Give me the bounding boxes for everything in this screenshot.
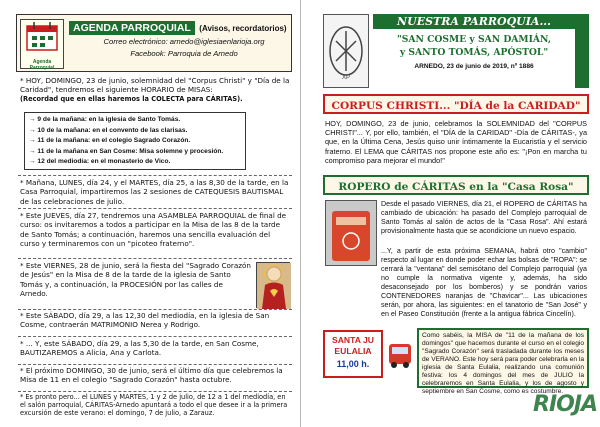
clothes-container-icon xyxy=(326,201,376,265)
agenda-item-matrimonio: * Este SÁBADO, día 29, a las 12,30 del mediodía, en la iglesia de San Cosme, contraerán MATRIMONIO Nerea y Rodrigo. xyxy=(20,311,270,330)
badge-line1: SANTA JU xyxy=(331,335,374,345)
masthead-date: ARNEDO, 23 de junio de 2019, nº 1886 xyxy=(414,63,534,70)
masthead xyxy=(373,14,575,88)
ropero-section-title-box xyxy=(323,175,589,195)
corpus-section-body: HOY, DOMINGO, 23 de junio, celebramos la SOLEMNIDAD del "CORPUS CHRISTI"... Y, por ello, también, el "DÍA de la CARIDAD" -Día de CÁRITAS-, ya que, en la Última Cena, Jesús quiso unir íntimamente la Eucaristía y el servicio fraterno. El LEMA que CÁRITAS nos propone este año es: "¡Pon en marcha tu compromiso para mejorar el mundo!" xyxy=(325,119,587,165)
divider xyxy=(18,258,292,259)
agenda-header xyxy=(16,14,292,72)
mass-time-item: → 11 de la mañana en San Cosme: Misa solemne y procesión. xyxy=(29,147,224,155)
ropero-image xyxy=(325,200,377,266)
watermark-text: RIOJA xyxy=(533,392,598,417)
verano-misa-box: Como sabéis, la MISA de "11 de la mañana de los domingos" que hacemos durante el curso en el colegio "Sagrado Corazón" será trasladada durante los meses de VERANO. Este hoy será para poder celebrarla en la iglesia de Santa Eulalia, realizando una comunión festiva: los 4 domingos del mes de JULIO la celebraremos en Santa Eulalia, y los de agosto y septiembre en San Cosme, como es costumbre. xyxy=(417,328,589,388)
sacred-heart-image xyxy=(256,262,290,308)
divider xyxy=(18,364,292,365)
santa-eulalia-badge xyxy=(323,330,383,378)
bus-image xyxy=(387,330,413,378)
calendar-icon xyxy=(21,20,63,54)
agenda-subtitle: (Avisos, recordatorios) xyxy=(199,24,287,33)
agenda-item-asamblea: * Este JUEVES, día 27, tendremos una ASAMBLEA PARROQUIAL de final de curso: os invitaremos a todos a participar en la Misa de las 8 de la tarde de Santo Tomás; a continuación, haremos una sencilla evaluación del curso y terminaremos con un "picoteo fraterno". xyxy=(20,211,287,249)
mass-time-item: → 11 de la mañana: en el colegio Sagrado Corazón. xyxy=(29,137,191,145)
agenda-facebook: Facebook: Parroquia de Arnedo xyxy=(130,49,238,58)
ropero-section-title: ROPERO de CÁRITAS en la "Casa Rosa" xyxy=(338,181,574,193)
divider xyxy=(18,336,292,337)
badge-line2: EULALIA xyxy=(334,346,372,356)
corpus-section-title-box xyxy=(323,94,589,114)
ropero-paragraph-2: ...Y, a partir de esta próxima SEMANA, habrá otro "cambio" respecto al lugar en donde poder echar las bolsas de "ROPA": se cerrará la "ventana" del semisótano del Complejo parroquial (ya no cumple la normativa vigente y, además, ha sido desaconsejado por los bomberos) y se pondrán varios CONTENEDORES naranjas de "Chavicar"... Las ubicaciones serán, por ahora, las siguientes: en el tanatorio de "San José" y en el Paseo Constitución (frente a la antigua fábrica Cincelín). xyxy=(381,247,587,318)
divider xyxy=(18,208,292,209)
agenda-item-catequesis: * Mañana, LUNES, día 24, y el MARTES, día 25, a las 8,30 de la tarde, en la Casa Parroquial, impartiremos las 2 sesiones de CATEQUESIS BAUTISMAL de las celebraciones de julio. xyxy=(20,178,289,206)
parish-logo-text: XP xyxy=(341,75,350,81)
agenda-item-corpus-text: * HOY, DOMINGO, 23 de junio, solemnidad del "Corpus Christi" y "Día de la Caridad", tendremos el siguiente HORARIO de MISAS: xyxy=(20,76,290,95)
agenda-item-corpus-note: (Recordad que en ellas haremos la COLECTA para CÁRITAS). xyxy=(20,94,243,103)
agenda-item-excursion: * Es pronto pero... el LUNES y MARTES, 1 y 2 de julio, de 12 a 1 del mediodía, en el salón parroquial, CÁRITAS-Arnedo apuntará a todo el que desee ir a la primera excursión de este verano: el domingo, 7 de julio, a Zarauz. xyxy=(20,393,288,417)
divider xyxy=(18,391,292,392)
agenda-logo-label: Agenda Parroquial xyxy=(29,59,55,71)
right-page xyxy=(300,0,600,427)
mass-time-item: → 12 del mediodía: en el monasterio de Vico. xyxy=(29,158,171,166)
divider xyxy=(18,175,292,176)
masthead-parish-line1: "SAN COSME y SAN DAMIÁN, xyxy=(396,34,552,45)
agenda-item-sagrado-corazon: * Este VIERNES, 28 de junio, será la fiesta del "Sagrado Corazón de Jesús" en la Misa de 8 de la tarde de la iglesia de Santo Tomás y, a continuación, la PROCESIÓN por las calles de Arnedo. xyxy=(20,261,251,299)
mass-time-item: → 10 de la mañana: en el convento de las clarisas. xyxy=(29,126,188,134)
mass-schedule-list xyxy=(24,112,246,170)
parish-logo xyxy=(323,14,369,88)
bus-icon xyxy=(387,330,413,378)
rioja-watermark xyxy=(533,390,598,422)
masthead-title: NUESTRA PARROQUIA... xyxy=(373,14,575,29)
sacred-heart-icon xyxy=(257,263,291,309)
agenda-logo xyxy=(20,19,64,69)
masthead-accent-bar xyxy=(575,14,589,88)
corpus-section-title: CORPUS CHRISTI... "DÍA de la CARIDAD" xyxy=(331,100,581,112)
badge-time: 11,00 h. xyxy=(336,359,370,369)
agenda-title: AGENDA PARROQUIAL xyxy=(69,21,195,35)
divider xyxy=(18,309,292,310)
agenda-item-bautizos: * ... Y, este SÁBADO, día 29, a las 5,30 de la tarde, en San Cosme, BAUTIZAREMOS a Alicia, Ana y Carlota. xyxy=(20,339,259,358)
agenda-email: Correo electrónico: arnedo@iglesiaenlarioja.org xyxy=(103,37,265,46)
masthead-parish-line2: y SANTO TOMÁS, APÓSTOL" xyxy=(399,47,549,58)
agenda-item-corpus xyxy=(20,76,290,104)
agenda-item-ultima-misa: * El próximo DOMINGO, 30 de junio, será el último día que celebremos la Misa de 11 en el colegio "Sagrado Corazón" hasta octubre. xyxy=(20,366,283,385)
agenda-title-row xyxy=(69,18,291,34)
mass-time-item: → 9 de la mañana: en la iglesia de Santo Tomás. xyxy=(29,116,181,123)
ropero-paragraph-1: Desde el pasado VIERNES, día 21, el ROPERO de CÁRITAS ha cambiado de ubicación: ha pasado del Complejo parroquial de Santo Tomás al salón de actos de la "Casa Rosa". Ahí estará provisionalmente hasta que se acondicione un nuevo espacio. xyxy=(381,200,587,235)
